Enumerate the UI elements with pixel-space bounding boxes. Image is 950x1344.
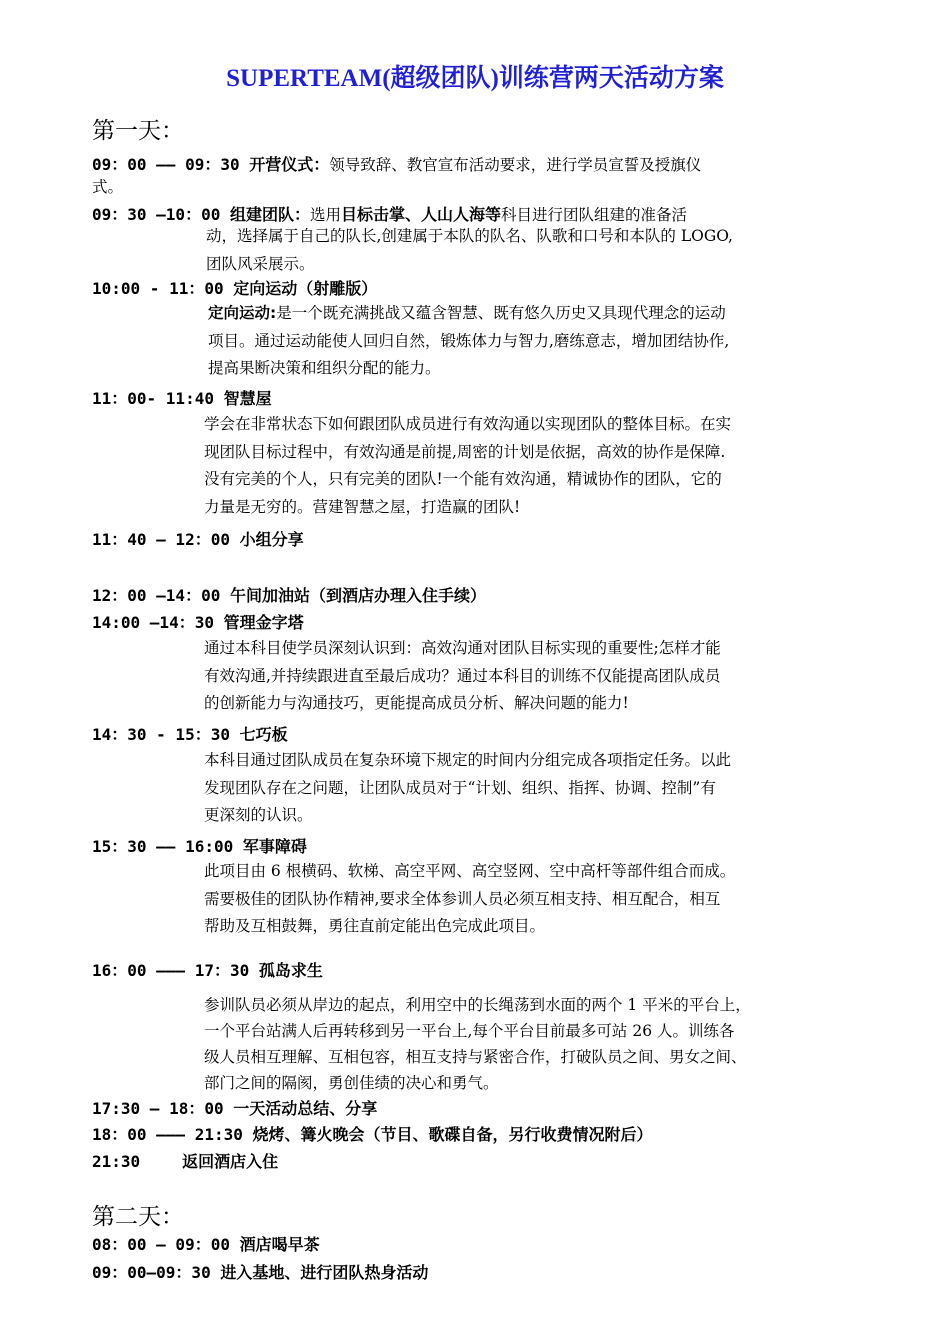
item-name: 七巧板 (239, 725, 288, 744)
schedule-item-summary (92, 1096, 377, 1119)
item-name: 返回酒店入住 (182, 1152, 279, 1171)
item-name: 孤岛求生 (258, 961, 323, 980)
document-title: SUPERTEAM(超级团队)训练营两天活动方案 (226, 65, 724, 92)
item-time: 17:30 — 18：00 (92, 1099, 224, 1118)
item-name: 开营仪式： (249, 155, 330, 174)
item-time: 15：30 —— 16:00 (92, 837, 234, 856)
day1-heading: 第一天： (92, 118, 184, 144)
schedule-item-management-pyramid (92, 610, 304, 633)
item-desc: 领导致辞、教官宣布活动要求，进行学员宣誓及授旗仪 (329, 156, 702, 174)
item-desc: 参训队员必须从岸边的起点，利用空中的长绳荡到水面的两个 1 平米的平台上， 一个平台站满人后再转移到另一平台上,每个平台目前最多可站 26 人。训练各 级人员相互理解、互相包容，相互支持与紧密合作，打破队员之间、男女之间、 部门之间的隔阂，勇创佳绩的决心和勇气。 (204, 996, 751, 1092)
schedule-item-island-survival (92, 958, 323, 981)
item-time: 09：30 —10：00 (92, 205, 221, 224)
item-time: 09：00 —— 09：30 (92, 155, 240, 174)
item-time: 16：00 ——— 17：30 (92, 961, 250, 980)
item-name: 进入基地、进行团队热身活动 (220, 1263, 429, 1282)
item-name: 定向运动（射雕版） (233, 279, 378, 298)
schedule-item-military-obstacle (92, 834, 307, 857)
item-desc-cont: 式。 (92, 178, 124, 196)
schedule-item-warmup (92, 1260, 428, 1283)
item-desc: 定向运动:是一个既充满挑战又蕴含智慧、既有悠久历史又具现代理念的运动 项目。通过运动能使人回归自然，锻炼体力与智力,磨练意志，增加团结协作, 提高果断决策和组织分配的能力。 (208, 304, 730, 377)
item-name: 军事障碍 (242, 837, 307, 856)
item-desc: 本科目通过团队成员在复杂环境下规定的时间内分组完成各项指定任务。以此 发现团队存在之问题，让团队成员对于“计划、组织、指挥、协调、控制”有 更深刻的认识。 (204, 751, 732, 824)
item-name: 酒店喝早茶 (239, 1235, 320, 1254)
item-time: 21:30 (92, 1152, 141, 1171)
item-time: 12：00 —14：00 (92, 586, 221, 605)
item-time: 14:00 —14：30 (92, 613, 214, 632)
schedule-item-tangram (92, 722, 288, 745)
schedule-item-lunch (92, 583, 486, 606)
schedule-item-return-hotel (92, 1149, 278, 1172)
schedule-item-wisdom-house (92, 386, 272, 409)
item-desc: 动，选择属于自己的队长,创建属于本队的队名、队歌和口号和本队的 LOGO, 团队风采展示。 (206, 227, 733, 273)
item-time: 08：00 — 09：00 (92, 1235, 230, 1254)
item-time: 09：00—09：30 (92, 1263, 211, 1282)
item-lead-post: 科目进行团队组建的准备活 (501, 206, 688, 224)
item-name: 管理金字塔 (223, 613, 304, 632)
item-name: 组建团队： (229, 205, 310, 224)
item-name: 小组分享 (239, 530, 304, 549)
item-lead-bold: 目标击掌、人山人海等 (341, 205, 502, 224)
item-time: 10:00 - 11：00 (92, 279, 224, 298)
item-name: 一天活动总结、分享 (233, 1099, 378, 1118)
schedule-item-bbq (92, 1122, 653, 1145)
item-time: 11：00- 11:40 (92, 389, 214, 408)
schedule-item-opening (92, 152, 701, 175)
item-lead: 选用 (310, 206, 342, 224)
schedule-item-orienteering (92, 276, 377, 299)
item-desc: 学会在非常状态下如何跟团队成员进行有效沟通以实现团队的整体目标。在实 现团队目标过程中，有效沟通是前提,周密的计划是依据，高效的协作是保障. 没有完美的个人，只有完美的团队!一个能有效沟通，精诚协作的团队，它的 力量是无穷的。营建智慧之屋，打造赢的团队! (204, 415, 732, 516)
item-desc: 通过本科目使学员深刻认识到：高效沟通对团队目标实现的重要性;怎样才能 有效沟通,并持续跟进直至最后成功？通过本科目的训练不仅能提高团队成员 的创新能力与沟通技巧，更能提高成员分析、解决问题的能力! (204, 639, 721, 712)
day2-heading: 第二天： (92, 1204, 184, 1230)
item-name: 智慧屋 (223, 389, 272, 408)
item-time: 11：40 — 12：00 (92, 530, 230, 549)
item-desc: 此项目由 6 根横码、软梯、高空平网、高空竖网、空中高杆等部件组合而成。 需要极佳的团队协作精神,要求全体参训人员必须互相支持、相互配合，相互 帮助及互相鼓舞，勇往直前定能出色完成此项目。 (204, 862, 736, 935)
schedule-item-team-building (92, 202, 687, 225)
item-time: 18：00 ——— 21:30 (92, 1125, 243, 1144)
item-name: 午间加油站（到酒店办理入住手续） (229, 586, 486, 605)
item-time: 14：30 - 15：30 (92, 725, 230, 744)
schedule-item-group-sharing (92, 527, 304, 550)
schedule-item-morning-tea (92, 1232, 320, 1255)
item-name: 烧烤、篝火晚会（节目、歌碟自备，另行收费情况附后） (252, 1125, 653, 1144)
